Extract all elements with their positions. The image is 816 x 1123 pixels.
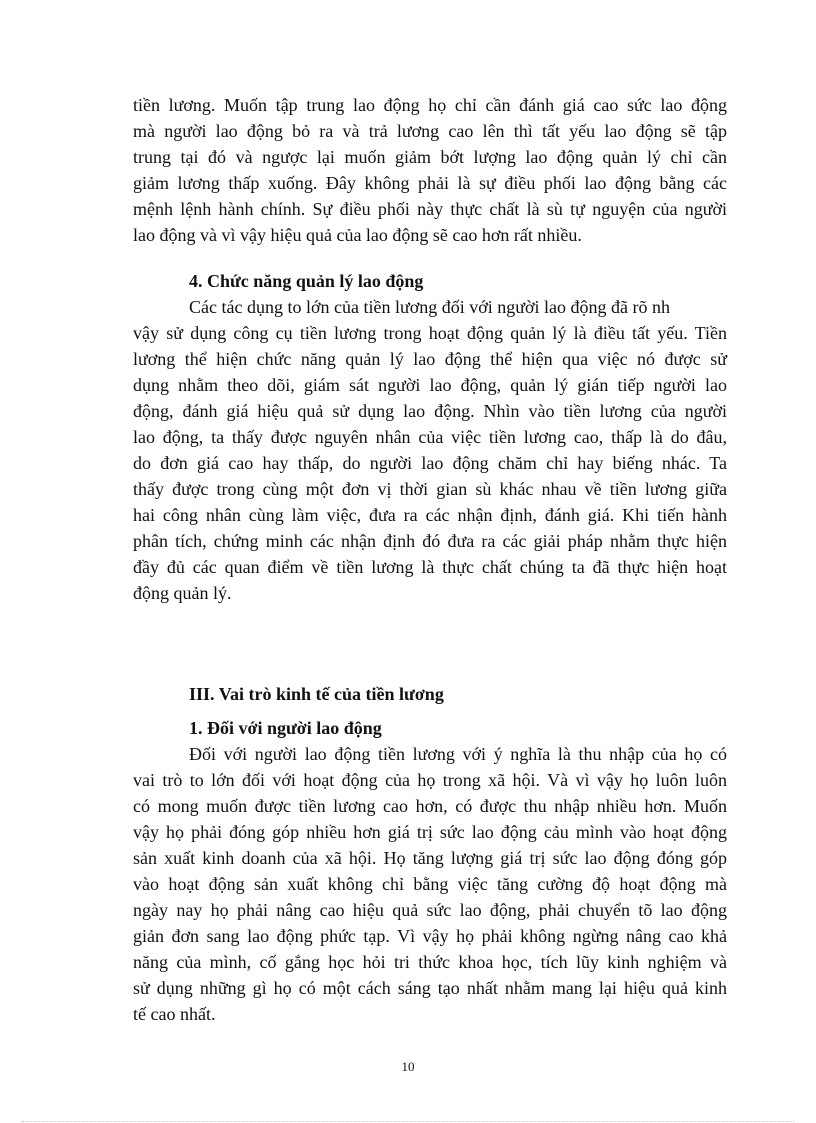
- paragraph-line: trung tại đó và ngược lại muốn giảm bớt lượng lao động quản lý chỉ cần: [133, 147, 727, 167]
- paragraph-line: vậy họ phải đóng góp nhiều hơn giá trị sức lao động cảu mình vào hoạt động: [133, 822, 727, 842]
- paragraph-line: có mong muốn được tiền lương cao hơn, có được thu nhập nhiều hơn. Muốn: [133, 796, 727, 816]
- section-heading-III: III. Vai trò kinh tế của tiền lương: [189, 684, 444, 704]
- paragraph-line: thấy được trong cùng một đơn vị thời gian sù khác nhau về tiền lương giữa: [133, 479, 727, 499]
- subsection-heading-1: 1. Đối với người lao động: [189, 718, 382, 738]
- paragraph-line: động quản lý.: [133, 583, 232, 603]
- paragraph-line: mệnh lệnh hành chính. Sự điều phối này thực chất là sù tự nguyện của người: [133, 199, 727, 219]
- paragraph-line: do đơn giá cao hay thấp, do người lao động chăm chỉ hay biếng nhác. Ta: [133, 453, 727, 473]
- paragraph-line: sản xuất kinh doanh của xã hội. Họ tăng lượng giá trị sức lao động đóng góp: [133, 848, 727, 868]
- page-bottom-rule: [22, 1121, 794, 1122]
- paragraph-line: vai trò to lớn đối với hoạt động của họ trong xã hội. Và vì vậy họ luôn luôn: [133, 770, 727, 790]
- paragraph-line: vào hoạt động sản xuất không chỉ bằng việc tăng cường độ hoạt động mà: [133, 874, 727, 894]
- paragraph-line: lao động và vì vậy hiệu quả của lao động sẽ cao hơn rất nhiều.: [133, 225, 582, 245]
- paragraph-line: giảm lương thấp xuống. Đây không phải là sự điều phối lao động bằng các: [133, 173, 727, 193]
- paragraph-line: năng của mình, cố gắng học hỏi tri thức khoa học, tích lũy kinh nghiệm và: [133, 952, 727, 972]
- paragraph-line: Đối với người lao động tiền lương với ý nghĩa là thu nhập của họ có: [189, 744, 727, 764]
- paragraph-line: mà người lao động bỏ ra và trả lương cao lên thì tất yếu lao động sẽ tập: [133, 121, 727, 141]
- paragraph-line: lương thể hiện chức năng quản lý lao động thể hiện qua việc nó được sử: [133, 349, 727, 369]
- paragraph-line: dụng nhằm theo dõi, giám sát người lao động, quản lý gián tiếp người lao: [133, 375, 727, 395]
- paragraph-line: động, đánh giá hiệu quả sử dụng lao động. Nhìn vào tiền lương của người: [133, 401, 727, 421]
- paragraph-line: tế cao nhất.: [133, 1004, 216, 1024]
- paragraph-line: tiền lương. Muốn tập trung lao động họ chỉ cần đánh giá cao sức lao động: [133, 95, 727, 115]
- section-heading-4: 4. Chức năng quản lý lao động: [189, 271, 424, 291]
- paragraph-line: đầy đủ các quan điểm về tiền lương là thực chất chúng ta đã thực hiện hoạt: [133, 557, 727, 577]
- paragraph-line: giản đơn sang lao động phức tạp. Vì vậy họ phải không ngừng nâng cao khả: [133, 926, 727, 946]
- paragraph-line: sử dụng những gì họ có một cách sáng tạo nhất nhằm mang lại hiệu quả kinh: [133, 978, 727, 998]
- paragraph-line: Các tác dụng to lớn của tiền lương đối với người lao động đã rõ nh: [189, 297, 670, 317]
- page-number: 10: [401, 1059, 415, 1074]
- paragraph-line: lao động, ta thấy được nguyên nhân của việc tiền lương cao, thấp là do đâu,: [133, 427, 727, 447]
- paragraph-line: ngày nay họ phải nâng cao hiệu quả sức lao động, phải chuyển tõ lao động: [133, 900, 727, 920]
- paragraph-line: vậy sử dụng công cụ tiền lương trong hoạt động quản lý là điều tất yếu. Tiền: [133, 323, 727, 343]
- paragraph-line: phân tích, chứng minh các nhận định đó đưa ra các giải pháp nhằm thực hiện: [133, 531, 727, 551]
- paragraph-line: hai công nhân cùng làm việc, đưa ra các nhận định, đánh giá. Khi tiến hành: [133, 505, 727, 525]
